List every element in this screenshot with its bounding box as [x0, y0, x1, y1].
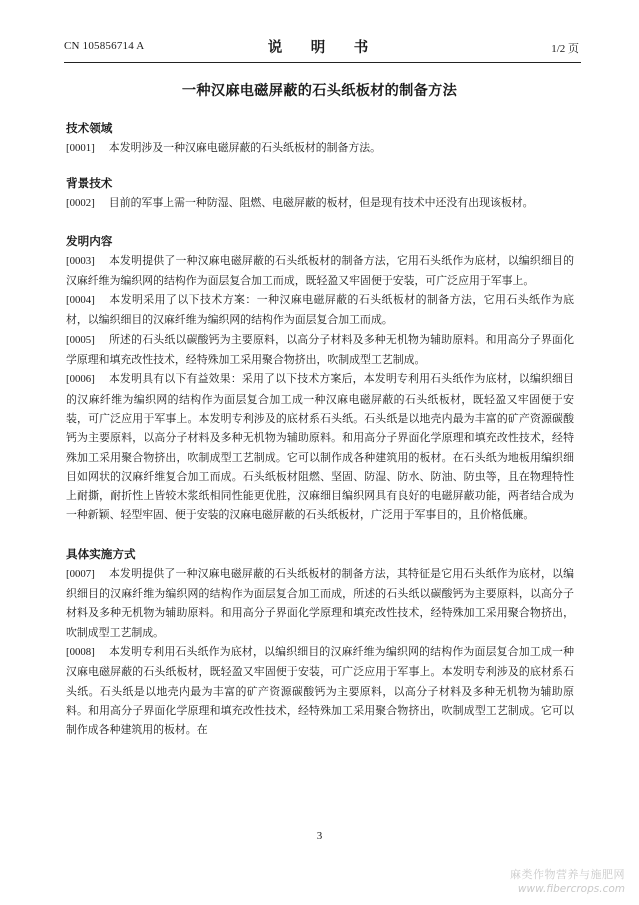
- paragraph-0001: [66, 138, 574, 158]
- document-body: [66, 118, 574, 739]
- paragraph-number: [0006]: [66, 373, 95, 386]
- section-gap: [66, 214, 574, 231]
- page-number: 3: [316, 830, 323, 842]
- paragraph-text: 本发明具有以下有益效果：采用了以下技术方案后，本发明专利用石头纸作为底材，以编织细目的汉麻纤维为编织网的结构作为面层复合加工成一种汉麻电磁屏蔽的石头纸板材，既轻盈又牢固便于安装，可广泛应用于军事上。本发明专利涉及的底材系石头纸。石头纸是以地壳内最为丰富的矿产资源碳酸钙为主要原料，以高分子材料及多种无机物为辅助原料。和用高分子界面化学原理和填充改性技术，经特殊加工采用聚合物挤出，吹制成型工艺制成。它可以制作成各种建筑用的板材。在石头纸为地板用编织细目如网状的汉麻纤维复合加工而成。石头纸板材阻燃、坚固、防湿、防水、防油、防虫等，且在物理特性上耐撕，耐折性上皆较木浆纸相同性能更优胜，汉麻细目编织网具有良好的电磁屏蔽功能，两者结合成为一种新颖、轻型牢固、便于安装的汉麻电磁屏蔽的石头纸板材，广泛用于军事目的，且价格低廉。: [66, 372, 574, 522]
- page-info: 1/2 页: [551, 43, 579, 55]
- paragraph-number: [0004]: [66, 294, 95, 307]
- section-gap: [66, 525, 574, 544]
- section-heading-embodiments: 具体实施方式: [66, 546, 136, 561]
- paragraph-number: [0003]: [66, 254, 95, 267]
- page-header: [64, 36, 579, 58]
- paragraph-text: 本发明涉及一种汉麻电磁屏蔽的石头纸板材的制备方法。: [108, 141, 382, 154]
- paragraph-0003: [66, 251, 574, 291]
- patent-number: CN 105856714 A: [64, 40, 145, 52]
- section-heading-summary: 发明内容: [66, 233, 113, 248]
- paragraph-number: [0007]: [66, 567, 95, 580]
- paragraph-0005: [66, 330, 574, 370]
- paragraph-0007: [66, 564, 574, 642]
- paragraph-number: [0005]: [66, 333, 95, 346]
- paragraph-number: [0001]: [66, 142, 95, 154]
- paragraph-0008: [66, 642, 574, 739]
- paragraph-text: 本发明专利用石头纸作为底材，以编织细目的汉麻纤维为编织网的结构作为面层复合加工成一种汉麻电磁屏蔽的石头纸板材，既轻盈又牢固便于安装，可广泛应用于军事上。本发明专利涉及的底材系石头纸。石头纸是以地壳内最为丰富的矿产资源碳酸钙为主要原料，以高分子材料及多种无机物为辅助原料。和用高分子界面化学原理和填充改性技术，经特殊加工采用聚合物挤出，吹制成型工艺制成。它可以制作成各种建筑用的板材。在: [66, 644, 574, 737]
- paragraph-0004: [66, 290, 574, 330]
- watermark-site-name: 麻类作物营养与施肥网: [510, 868, 625, 881]
- section-heading-technical-field: 技术领域: [66, 121, 113, 135]
- paragraph-0006: [66, 369, 574, 524]
- document-title: 一种汉麻电磁屏蔽的石头纸板材的制备方法: [181, 83, 458, 99]
- watermark-url: www.fibercrops.com: [517, 883, 625, 895]
- section-gap: [66, 158, 574, 173]
- paragraph-number: [0002]: [66, 197, 95, 210]
- paragraph-text: 目前的军事上需一种防湿、阻燃、电磁屏蔽的板材，但是现有技术中还没有出现该板材。: [108, 196, 534, 210]
- section-heading-background: 背景技术: [66, 176, 113, 191]
- watermark: [510, 868, 625, 896]
- paragraph-number: [0008]: [66, 645, 95, 658]
- paragraph-text: 本发明提供了一种汉麻电磁屏蔽的石头纸板材的制备方法，其特征是它用石头纸作为底材，以编织细目的汉麻纤维为编织网的结构作为面层复合加工而成，所述的石头纸以碳酸钙为主要原料，以高分子材料及多种无机物为辅助原料。和用高分子界面化学原理和填充改性技术，经特殊加工采用聚合物挤出，吹制成型工艺制成。: [66, 566, 574, 639]
- header-rule: [64, 62, 581, 63]
- paragraph-text: 所述的石头纸以碳酸钙为主要原料，以高分子材料及多种无机物为辅助原料。和用高分子界面化学原理和填充改性技术，经特殊加工采用聚合物挤出，吹制成型工艺制成。: [66, 332, 574, 367]
- paragraph-text: 本发明采用了以下技术方案：一种汉麻电磁屏蔽的石头纸板材的制备方法，它用石头纸作为底材，以编织细目的汉麻纤维为编织网的结构作为面层复合加工而成。: [66, 293, 574, 327]
- header-title: 说 明 书: [267, 40, 376, 56]
- paragraph-0002: [66, 193, 574, 213]
- paragraph-text: 本发明提供了一种汉麻电磁屏蔽的石头纸板材的制备方法，它用石头纸作为底材，以编织细目的汉麻纤维为编织网的结构作为面层复合加工而成，既轻盈又牢固便于安装，可广泛应用于军事上。: [66, 253, 574, 287]
